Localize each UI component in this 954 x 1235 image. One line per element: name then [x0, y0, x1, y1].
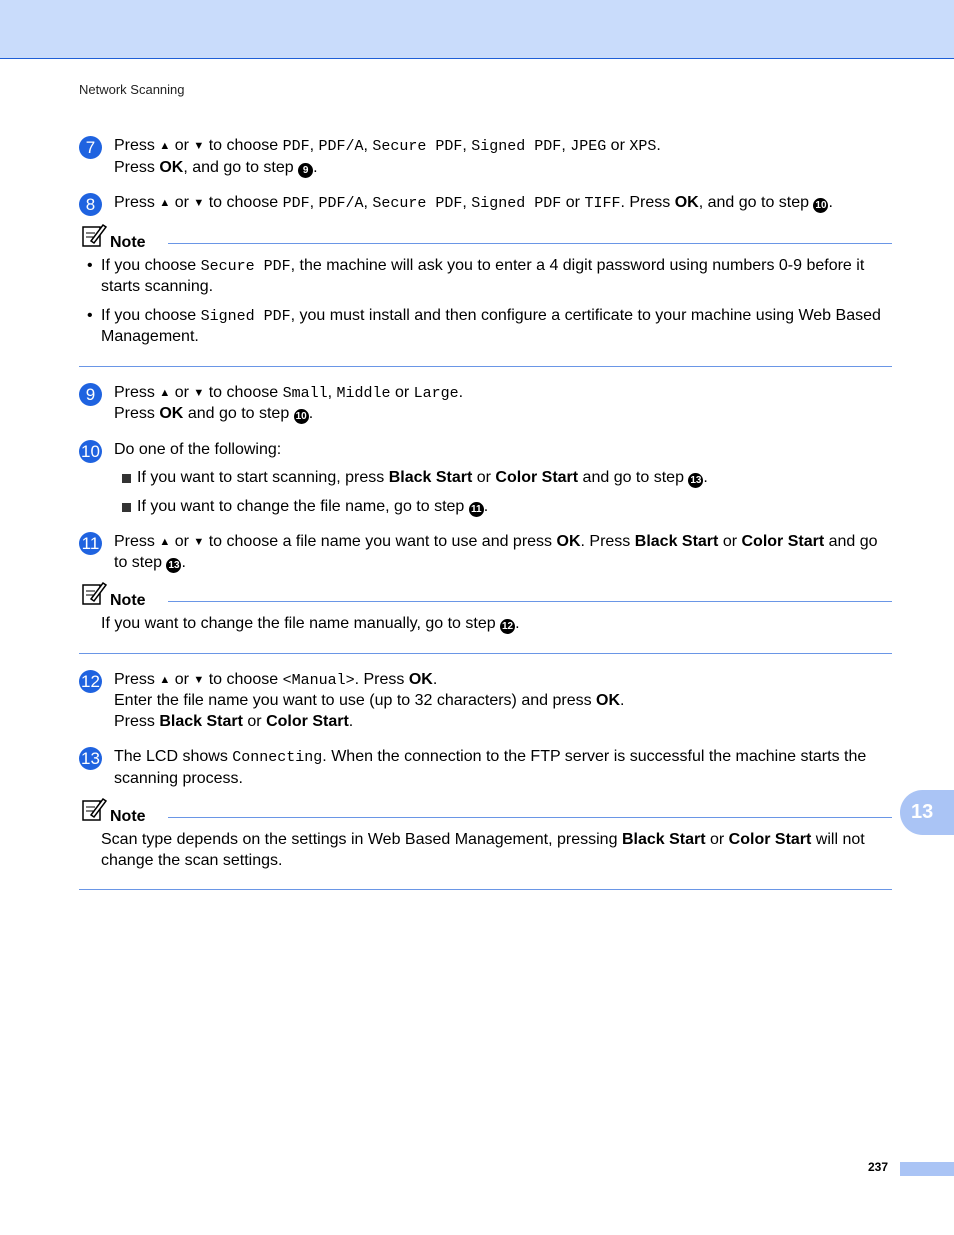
down-arrow-icon: ▼: [193, 536, 205, 548]
up-arrow-icon: ▲: [159, 673, 171, 686]
step-ref-icon: 12: [502, 621, 514, 632]
step-text: The LCD shows Connecting. When the connection to the FTP server is successful the machine starts the scanning process.: [114, 748, 867, 787]
note-box: [79, 588, 892, 654]
note-label: Note: [110, 233, 146, 251]
step-number: 13: [79, 747, 102, 770]
step-text: Press ▲ or ▼ to choose <Manual>. Press OK. Enter the file name you want to use (up to 32 characters) and press OK. Press Black Start or Color Start.: [114, 670, 625, 730]
step-11: [79, 532, 892, 573]
note-rule: [168, 243, 892, 244]
note-text: Scan type depends on the settings in Web Based Management, pressing Black Start or Color Start will not change the scan settings.: [101, 831, 865, 869]
list-item: • If you choose Secure PDF, the machine will ask you to enter a 4 digit password using numbers 0-9 before it starts scanning.: [101, 256, 892, 298]
note-label: Note: [110, 808, 146, 825]
down-arrow-icon: ▼: [193, 140, 205, 152]
step-13: [79, 747, 892, 789]
step-text: Press ▲ or ▼ to choose PDF, PDF/A, Secure PDF, Signed PDF, JPEG or XPS. Press OK, and go to step 9 .: [114, 137, 661, 176]
step-number: 8: [79, 193, 102, 216]
step-ref-icon: 13: [168, 559, 180, 571]
step-7: [79, 136, 892, 178]
down-arrow-icon: ▼: [193, 386, 205, 399]
up-arrow-icon: ▲: [159, 536, 171, 548]
up-arrow-icon: ▲: [159, 140, 171, 152]
list-item: If you want to change the file name, go to step 11 .: [121, 497, 892, 518]
down-arrow-icon: ▼: [193, 197, 205, 209]
page-number-bar: [900, 1162, 954, 1176]
note-rule: [168, 817, 892, 818]
header-band: [0, 0, 954, 59]
note-rule: [168, 601, 892, 602]
step-ref-icon: 11: [469, 502, 484, 517]
note-list: [101, 256, 892, 348]
step-10: [79, 440, 892, 518]
down-arrow-icon: ▼: [193, 673, 205, 686]
step-number: 9: [79, 383, 102, 406]
note-body: [79, 256, 892, 348]
note-text: If you want to change the file name manually, go to step 12 .: [101, 615, 520, 632]
list-item: If you want to start scanning, press Black Start or Color Start and go to step 13 .: [121, 468, 892, 489]
note-body: [79, 614, 892, 635]
section-title: Network Scanning: [79, 82, 185, 97]
step-ref-icon: 13: [690, 475, 702, 486]
step-number: 7: [79, 136, 102, 159]
step-8: [79, 193, 892, 215]
chapter-tab: 13: [900, 790, 954, 835]
note-label: Note: [110, 592, 146, 609]
step-number: 12: [79, 670, 102, 693]
note-header: [79, 804, 892, 830]
note-header: [79, 588, 892, 614]
pencil-note-icon: [81, 796, 107, 822]
note-box: [79, 804, 892, 890]
page-content: [79, 136, 892, 906]
step-text: Press ▲ or ▼ to choose a file name you want to use and press OK. Press Black Start or Color Start and go to step 13 .: [114, 533, 878, 571]
step-ref-icon: 10: [295, 411, 307, 422]
step-number: 10: [79, 440, 102, 463]
pencil-note-icon: [81, 222, 107, 248]
page-number: 237: [868, 1160, 889, 1174]
step-number: 11: [79, 532, 102, 555]
list-item: • If you choose Signed PDF, you must install and then configure a certificate to your machine using Web Based Management.: [101, 306, 892, 348]
step-12: [79, 670, 892, 733]
step-text: Press ▲ or ▼ to choose PDF, PDF/A, Secure PDF, Signed PDF or TIFF. Press OK, and go to step 10 .: [114, 194, 833, 212]
note-header: [79, 230, 892, 256]
step-ref-icon: 10: [815, 200, 827, 211]
step-9: [79, 383, 892, 425]
note-box: [79, 230, 892, 367]
step-text: Press ▲ or ▼ to choose Small, Middle or Large. Press OK and go to step 10 .: [114, 383, 464, 422]
step-ref-icon: 9: [298, 163, 313, 178]
step-text: Do one of the following:: [114, 440, 282, 458]
up-arrow-icon: ▲: [159, 386, 171, 399]
up-arrow-icon: ▲: [159, 197, 171, 209]
note-body: [79, 830, 892, 871]
pencil-note-icon: [81, 580, 107, 606]
option-list: [121, 468, 892, 517]
